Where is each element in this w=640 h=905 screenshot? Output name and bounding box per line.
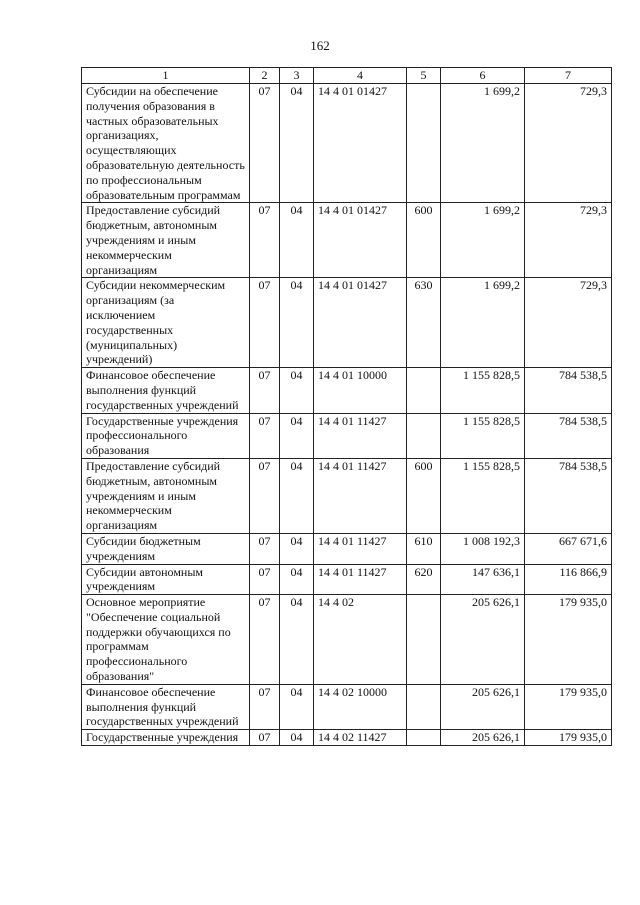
subsection-code: 04 [280, 84, 314, 203]
column-header: 6 [441, 68, 525, 84]
target-article-code: 14 4 01 01427 [314, 278, 407, 368]
target-article-code: 14 4 01 01427 [314, 84, 407, 203]
section-code: 07 [250, 684, 280, 729]
column-header: 4 [314, 68, 407, 84]
expense-type-code: 610 [407, 533, 441, 564]
subsection-code: 04 [280, 684, 314, 729]
subsection-code: 04 [280, 458, 314, 533]
subsection-code: 04 [280, 278, 314, 368]
amount-col6: 1 008 192,3 [441, 533, 525, 564]
target-article-code: 14 4 01 11427 [314, 458, 407, 533]
expense-type-code [407, 84, 441, 203]
table-row [82, 564, 612, 595]
subsection-code: 04 [280, 730, 314, 746]
amount-col6: 1 155 828,5 [441, 368, 525, 413]
section-code: 07 [250, 84, 280, 203]
amount-col6: 205 626,1 [441, 595, 525, 685]
amount-col7: 729,3 [525, 203, 612, 278]
column-header: 1 [82, 68, 250, 84]
subsection-code: 04 [280, 368, 314, 413]
amount-col7: 729,3 [525, 84, 612, 203]
section-code: 07 [250, 203, 280, 278]
expense-type-code [407, 595, 441, 685]
amount-col7: 667 671,6 [525, 533, 612, 564]
target-article-code: 14 4 02 [314, 595, 407, 685]
row-name: Финансовое обеспечение выполнения функций государственных учреждений [82, 368, 250, 413]
amount-col7: 179 935,0 [525, 595, 612, 685]
amount-col7: 784 538,5 [525, 413, 612, 458]
section-code: 07 [250, 595, 280, 685]
table-row [82, 458, 612, 533]
section-code: 07 [250, 730, 280, 746]
row-name: Предоставление субсидий бюджетным, автономным учреждениям и иным некоммерческим организациям [82, 203, 250, 278]
expense-type-code: 600 [407, 203, 441, 278]
expense-type-code [407, 413, 441, 458]
target-article-code: 14 4 02 10000 [314, 684, 407, 729]
section-code: 07 [250, 278, 280, 368]
expense-type-code: 630 [407, 278, 441, 368]
table-row [82, 730, 612, 746]
row-name: Финансовое обеспечение выполнения функций государственных учреждений [82, 684, 250, 729]
row-name: Государственные учреждения [82, 730, 250, 746]
amount-col6: 1 699,2 [441, 278, 525, 368]
amount-col7: 116 866,9 [525, 564, 612, 595]
expense-type-code [407, 368, 441, 413]
target-article-code: 14 4 01 01427 [314, 203, 407, 278]
row-name: Государственные учреждения профессионального образования [82, 413, 250, 458]
subsection-code: 04 [280, 203, 314, 278]
table-row [82, 533, 612, 564]
table-row [82, 368, 612, 413]
amount-col6: 205 626,1 [441, 730, 525, 746]
section-code: 07 [250, 368, 280, 413]
expense-type-code: 620 [407, 564, 441, 595]
section-code: 07 [250, 458, 280, 533]
budget-table [81, 67, 612, 746]
amount-col6: 1 699,2 [441, 84, 525, 203]
amount-col7: 179 935,0 [525, 730, 612, 746]
section-code: 07 [250, 413, 280, 458]
subsection-code: 04 [280, 564, 314, 595]
table-row [82, 203, 612, 278]
expense-type-code: 600 [407, 458, 441, 533]
table-row [82, 84, 612, 203]
target-article-code: 14 4 01 11427 [314, 564, 407, 595]
table-row [82, 595, 612, 685]
amount-col6: 1 155 828,5 [441, 413, 525, 458]
header-row [82, 68, 612, 84]
amount-col6: 205 626,1 [441, 684, 525, 729]
expense-type-code [407, 730, 441, 746]
row-name: Основное мероприятие "Обеспечение социальной поддержки обучающихся по программам профессионального образования" [82, 595, 250, 685]
target-article-code: 14 4 01 10000 [314, 368, 407, 413]
row-name: Предоставление субсидий бюджетным, автономным учреждениям и иным некоммерческим организациям [82, 458, 250, 533]
section-code: 07 [250, 564, 280, 595]
section-code: 07 [250, 533, 280, 564]
table-row [82, 278, 612, 368]
column-header: 3 [280, 68, 314, 84]
row-name: Субсидии некоммерческим организациям (за исключением государственных (муниципальных) учреждений) [82, 278, 250, 368]
target-article-code: 14 4 01 11427 [314, 413, 407, 458]
page-number: 162 [310, 38, 330, 53]
subsection-code: 04 [280, 595, 314, 685]
row-name: Субсидии бюджетным учреждениям [82, 533, 250, 564]
amount-col6: 147 636,1 [441, 564, 525, 595]
subsection-code: 04 [280, 533, 314, 564]
amount-col6: 1 699,2 [441, 203, 525, 278]
amount-col7: 179 935,0 [525, 684, 612, 729]
column-header: 7 [525, 68, 612, 84]
amount-col7: 784 538,5 [525, 458, 612, 533]
column-header: 2 [250, 68, 280, 84]
amount-col7: 784 538,5 [525, 368, 612, 413]
amount-col6: 1 155 828,5 [441, 458, 525, 533]
row-name: Субсидии на обеспечение получения образования в частных образовательных организациях, осуществляющих образовательную деятельность по профессиональным образовательным программам [82, 84, 250, 203]
target-article-code: 14 4 02 11427 [314, 730, 407, 746]
subsection-code: 04 [280, 413, 314, 458]
column-header: 5 [407, 68, 441, 84]
amount-col7: 729,3 [525, 278, 612, 368]
table-row [82, 413, 612, 458]
table-row [82, 684, 612, 729]
row-name: Субсидии автономным учреждениям [82, 564, 250, 595]
target-article-code: 14 4 01 11427 [314, 533, 407, 564]
expense-type-code [407, 684, 441, 729]
